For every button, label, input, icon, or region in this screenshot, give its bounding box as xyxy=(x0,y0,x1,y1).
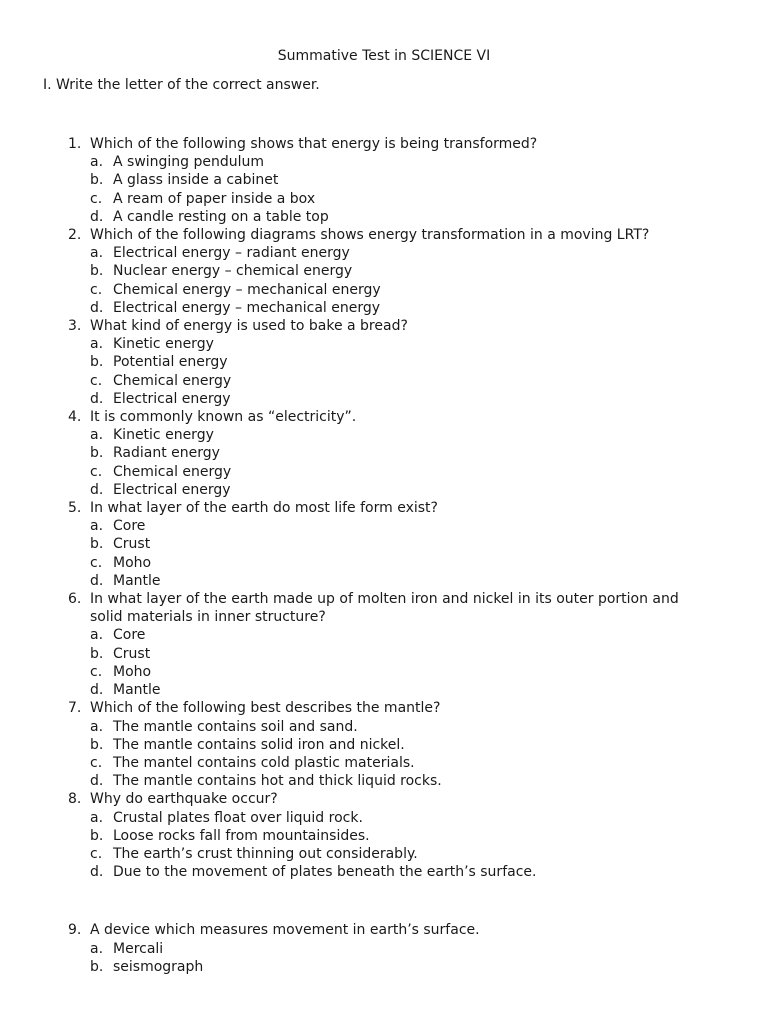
answer-option xyxy=(0,444,768,462)
option-text: The mantel contains cold plastic materials. xyxy=(113,754,415,771)
answer-option xyxy=(0,718,768,736)
answer-option xyxy=(0,463,768,481)
option-letter: c. xyxy=(90,372,103,389)
option-letter: a. xyxy=(90,940,104,957)
option-letter: d. xyxy=(90,864,104,881)
question-line xyxy=(0,590,768,626)
answer-option xyxy=(0,262,768,280)
option-letter: b. xyxy=(90,445,104,462)
answer-option xyxy=(0,281,768,299)
question-number: 7. xyxy=(68,700,82,717)
answer-option xyxy=(0,372,768,390)
question-item xyxy=(0,226,768,317)
answer-options xyxy=(0,718,768,791)
option-text: Chemical energy xyxy=(113,463,232,480)
option-text: Electrical energy – mechanical energy xyxy=(113,299,381,316)
answer-option xyxy=(0,517,768,535)
question-number: 6. xyxy=(68,591,82,608)
answer-option xyxy=(0,390,768,408)
option-text: Crust xyxy=(113,536,151,553)
option-text: Core xyxy=(113,627,146,644)
option-text: The mantle contains hot and thick liquid rocks. xyxy=(113,773,442,790)
test-title xyxy=(0,46,768,66)
answer-option xyxy=(0,171,768,189)
question-text: Why do earthquake occur? xyxy=(90,791,278,808)
option-text: A swinging pendulum xyxy=(113,154,265,171)
option-letter: b. xyxy=(90,645,104,662)
answer-option xyxy=(0,736,768,754)
answer-option xyxy=(0,335,768,353)
option-text: Electrical energy xyxy=(113,390,231,407)
option-letter: b. xyxy=(90,536,104,553)
question-text: In what layer of the earth made up of molten iron and nickel in its outer portion and solid materials in inner structure? xyxy=(90,591,679,626)
option-text: A glass inside a cabinet xyxy=(113,172,279,189)
option-text: Kinetic energy xyxy=(113,427,214,444)
option-letter: a. xyxy=(90,336,104,353)
option-letter: c. xyxy=(90,190,103,207)
option-text: Kinetic energy xyxy=(113,336,214,353)
answer-options xyxy=(0,153,768,226)
option-text: Crustal plates float over liquid rock. xyxy=(113,809,363,826)
option-letter: d. xyxy=(90,773,104,790)
answer-options xyxy=(0,244,768,317)
question-line xyxy=(0,226,768,244)
option-text: Nuclear energy – chemical energy xyxy=(113,263,353,280)
option-letter: b. xyxy=(90,827,104,844)
answer-options xyxy=(0,940,768,976)
option-text: Mantle xyxy=(113,572,161,589)
answer-option xyxy=(0,554,768,572)
answer-option xyxy=(0,481,768,499)
instruction-text: I. Write the letter of the correct answer. xyxy=(43,77,320,93)
option-letter: b. xyxy=(90,354,104,371)
question-text: Which of the following best describes the mantle? xyxy=(90,700,441,717)
question-item xyxy=(0,499,768,590)
answer-option xyxy=(0,772,768,790)
option-text: Electrical energy – radiant energy xyxy=(113,245,350,262)
question-text: Which of the following diagrams shows energy transformation in a moving LRT? xyxy=(90,227,650,244)
question-text: Which of the following shows that energy is being transformed? xyxy=(90,136,538,152)
question-item xyxy=(0,790,768,881)
option-text: Crust xyxy=(113,645,151,662)
option-text: Loose rocks fall from mountainsides. xyxy=(113,827,370,844)
question-line xyxy=(0,135,768,153)
answer-option xyxy=(0,353,768,371)
question-list xyxy=(0,135,768,976)
option-letter: a. xyxy=(90,809,104,826)
question-text: What kind of energy is used to bake a bread? xyxy=(90,318,408,335)
option-text: Mantle xyxy=(113,682,161,699)
answer-option xyxy=(0,940,768,958)
option-letter: d. xyxy=(90,390,104,407)
option-text: Radiant energy xyxy=(113,445,220,462)
option-text: Due to the movement of plates beneath the earth’s surface. xyxy=(113,864,537,881)
question-number: 5. xyxy=(68,500,82,517)
option-text: seismograph xyxy=(113,958,204,975)
answer-option xyxy=(0,809,768,827)
option-letter: a. xyxy=(90,427,104,444)
question-number: 1. xyxy=(68,136,82,152)
question-line xyxy=(0,408,768,426)
answer-option xyxy=(0,645,768,663)
answer-options xyxy=(0,335,768,408)
answer-option xyxy=(0,681,768,699)
answer-option xyxy=(0,572,768,590)
option-letter: b. xyxy=(90,736,104,753)
answer-option xyxy=(0,190,768,208)
question-number: 3. xyxy=(68,318,82,335)
question-number: 4. xyxy=(68,409,82,426)
option-letter: c. xyxy=(90,554,103,571)
answer-options xyxy=(0,426,768,499)
option-letter: b. xyxy=(90,958,104,975)
option-text: Potential energy xyxy=(113,354,228,371)
option-letter: a. xyxy=(90,627,104,644)
question-item xyxy=(0,921,768,976)
option-letter: c. xyxy=(90,463,103,480)
option-letter: b. xyxy=(90,172,104,189)
option-text: A ream of paper inside a box xyxy=(113,190,316,207)
option-letter: d. xyxy=(90,208,104,225)
question-line xyxy=(0,699,768,717)
answer-option xyxy=(0,299,768,317)
test-title-text: Summative Test in SCIENCE VI xyxy=(277,48,491,64)
option-text: A candle resting on a table top xyxy=(113,208,329,225)
option-letter: c. xyxy=(90,845,103,862)
question-line xyxy=(0,317,768,335)
answer-option xyxy=(0,863,768,881)
question-text: A device which measures movement in earth’s surface. xyxy=(90,922,480,939)
question-number: 2. xyxy=(68,227,82,244)
option-text: The mantle contains solid iron and nickel. xyxy=(113,736,405,753)
answer-option xyxy=(0,663,768,681)
question-item xyxy=(0,408,768,499)
question-number: 8. xyxy=(68,791,82,808)
option-text: Electrical energy xyxy=(113,481,231,498)
option-letter: c. xyxy=(90,754,103,771)
option-text: Chemical energy – mechanical energy xyxy=(113,281,381,298)
answer-options xyxy=(0,626,768,699)
question-line xyxy=(0,499,768,517)
option-letter: c. xyxy=(90,663,103,680)
answer-option xyxy=(0,845,768,863)
option-letter: c. xyxy=(90,281,103,298)
question-line xyxy=(0,921,768,939)
question-item xyxy=(0,135,768,226)
option-letter: d. xyxy=(90,299,104,316)
question-item xyxy=(0,317,768,408)
answer-option xyxy=(0,426,768,444)
answer-options xyxy=(0,517,768,590)
question-text: It is commonly known as “electricity”. xyxy=(90,409,357,426)
question-text: In what layer of the earth do most life form exist? xyxy=(90,500,438,517)
answer-option xyxy=(0,153,768,171)
answer-option xyxy=(0,244,768,262)
answer-option xyxy=(0,208,768,226)
question-item xyxy=(0,699,768,790)
answer-options xyxy=(0,809,768,882)
option-text: Moho xyxy=(113,554,152,571)
answer-option xyxy=(0,626,768,644)
option-letter: a. xyxy=(90,718,104,735)
option-letter: d. xyxy=(90,572,104,589)
option-letter: a. xyxy=(90,154,104,171)
option-text: Moho xyxy=(113,663,152,680)
answer-option xyxy=(0,958,768,976)
answer-option xyxy=(0,535,768,553)
question-line xyxy=(0,790,768,808)
question-item xyxy=(0,590,768,699)
answer-option xyxy=(0,754,768,772)
answer-option xyxy=(0,827,768,845)
option-letter: d. xyxy=(90,481,104,498)
option-text: The mantle contains soil and sand. xyxy=(113,718,358,735)
option-text: The earth’s crust thinning out considerably. xyxy=(113,845,418,862)
option-letter: d. xyxy=(90,682,104,699)
question-number: 9. xyxy=(68,922,82,939)
option-letter: a. xyxy=(90,245,104,262)
option-text: Mercali xyxy=(113,940,164,957)
option-letter: b. xyxy=(90,263,104,280)
option-text: Core xyxy=(113,518,146,535)
option-text: Chemical energy xyxy=(113,372,232,389)
option-letter: a. xyxy=(90,518,104,535)
